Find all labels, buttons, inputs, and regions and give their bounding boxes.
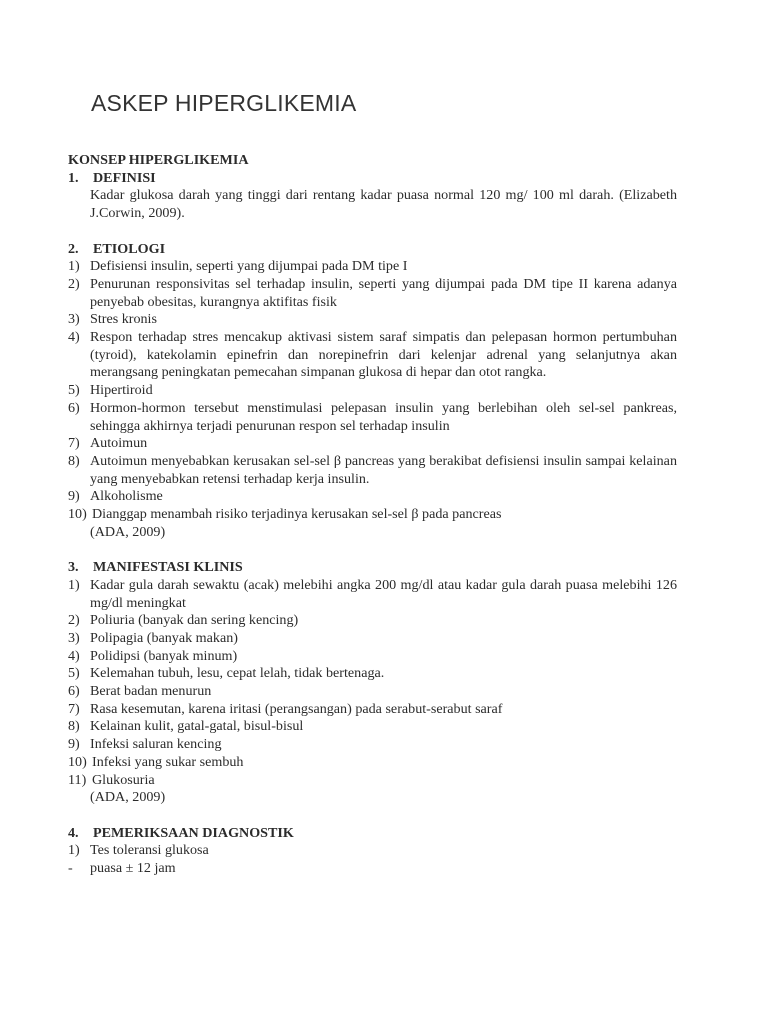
item-number: 2) xyxy=(68,275,80,292)
definisi-paragraph: Kadar glukosa darah yang tinggi dari rentang kadar puasa normal 120 mg/ 100 ml darah. (Elizabeth J.Corwin, 2009). xyxy=(90,187,677,222)
item-number: 6) xyxy=(68,399,80,416)
concept-heading: KONSEP HIPERGLIKEMIA xyxy=(68,152,249,168)
item-text: Polidipsi (banyak minum) xyxy=(90,647,238,664)
etiologi-citation: (ADA, 2009) xyxy=(90,523,166,540)
list-item xyxy=(68,276,677,311)
list-item xyxy=(68,435,677,453)
section-number: 2. xyxy=(68,240,79,257)
item-number: 8) xyxy=(68,718,80,735)
item-text: Tes toleransi glukosa xyxy=(90,842,209,859)
list-item xyxy=(68,701,677,719)
section-number: 3. xyxy=(68,559,79,576)
list-item xyxy=(68,683,677,701)
item-text: Infeksi yang sukar sembuh xyxy=(92,753,244,770)
list-item xyxy=(68,630,677,648)
item-number: 2) xyxy=(68,612,80,629)
page-title: ASKEP HIPERGLIKEMIA xyxy=(91,90,357,116)
item-text: Kadar gula darah sewaktu (acak) melebihi angka 200 mg/dl atau kadar gula darah puasa melebihi 126 mg/dl meningkat xyxy=(90,576,677,611)
etiologi-list xyxy=(68,258,677,524)
item-number: 5) xyxy=(68,665,80,682)
list-item xyxy=(68,612,677,630)
list-item xyxy=(68,665,677,683)
item-text: Defisiensi insulin, seperti yang dijumpai pada DM tipe I xyxy=(90,258,408,275)
item-text: Hipertiroid xyxy=(90,382,153,399)
list-item xyxy=(68,453,677,488)
section-heading-pemeriksaan xyxy=(68,825,677,843)
list-item xyxy=(68,400,677,435)
item-text: Glukosuria xyxy=(92,771,155,788)
list-item xyxy=(68,736,677,754)
item-number: 3) xyxy=(68,629,80,646)
list-item xyxy=(68,506,677,524)
item-number: 10) xyxy=(68,506,87,523)
item-text: Rasa kesemutan, karena iritasi (perangsangan) pada serabut-serabut saraf xyxy=(90,700,503,717)
list-item xyxy=(68,648,677,666)
list-item xyxy=(68,577,677,612)
item-text: Autoimun menyebabkan kerusakan sel-sel β pancreas yang berakibat defisiensi insulin sampai kelainan yang menyebabkan retensi terhadap kerja insulin. xyxy=(90,452,677,487)
list-item xyxy=(68,842,677,860)
item-number: 9) xyxy=(68,488,80,505)
list-item xyxy=(68,258,677,276)
item-text: Kelainan kulit, gatal-gatal, bisul-bisul xyxy=(90,718,304,735)
item-number: 4) xyxy=(68,647,80,664)
list-item xyxy=(68,718,677,736)
item-text: Poliuria (banyak dan sering kencing) xyxy=(90,612,299,629)
manifestasi-citation: (ADA, 2009) xyxy=(90,789,166,806)
item-text: Respon terhadap stres mencakup aktivasi sistem saraf simpatis dan pelepasan hormon pertumbuhan (tyroid), katekolamin epinefrin dan norepinefrin dari kelenjar adrenal yang selanjutnya akan merangsang peningkatan pemecahan simpanan glukosa di hepar dan otot rangka. xyxy=(90,329,677,381)
item-text: Berat badan menurun xyxy=(90,683,212,700)
section-title: MANIFESTASI KLINIS xyxy=(93,559,243,576)
item-number: 5) xyxy=(68,382,80,399)
item-number: 10) xyxy=(68,753,87,770)
item-number: 9) xyxy=(68,736,80,753)
section-heading-manifestasi xyxy=(68,559,677,577)
list-item xyxy=(68,860,677,878)
list-item xyxy=(68,382,677,400)
item-text: Hormon-hormon tersebut menstimulasi pelepasan insulin yang berlebihan oleh sel-sel pankreas, sehingga akhirnya terjadi penurunan respon sel terhadap insulin xyxy=(90,399,677,434)
item-number: 1) xyxy=(68,258,80,275)
item-number: 6) xyxy=(68,683,80,700)
item-number: 4) xyxy=(68,329,80,346)
section-heading-etiologi xyxy=(68,241,677,259)
item-number: 3) xyxy=(68,311,80,328)
item-bullet: - xyxy=(68,860,73,877)
document-body xyxy=(68,152,677,878)
section-title: DEFINISI xyxy=(93,169,156,186)
item-number: 7) xyxy=(68,435,80,452)
item-text: Polipagia (banyak makan) xyxy=(90,629,238,646)
list-item xyxy=(68,754,677,772)
manifestasi-list xyxy=(68,577,677,789)
list-item xyxy=(68,311,677,329)
pemeriksaan-list xyxy=(68,842,677,877)
item-number: 11) xyxy=(68,771,87,788)
section-number: 1. xyxy=(68,169,79,186)
item-text: Infeksi saluran kencing xyxy=(90,736,222,753)
item-text: Stres kronis xyxy=(90,311,157,328)
item-text: Alkoholisme xyxy=(90,488,163,505)
list-item xyxy=(68,772,677,790)
list-item xyxy=(68,488,677,506)
section-title: ETIOLOGI xyxy=(93,240,166,257)
item-text: Dianggap menambah risiko terjadinya kerusakan sel-sel β pada pancreas xyxy=(92,506,502,523)
section-number: 4. xyxy=(68,824,79,841)
item-text: Autoimun xyxy=(90,435,148,452)
item-number: 1) xyxy=(68,842,80,859)
item-number: 8) xyxy=(68,452,80,469)
item-number: 1) xyxy=(68,576,80,593)
item-text: Penurunan responsivitas sel terhadap insulin, seperti yang dijumpai pada DM tipe II karena adanya penyebab obesitas, kurangnya aktifitas fisik xyxy=(90,275,677,310)
item-text: Kelemahan tubuh, lesu, cepat lelah, tidak bertenaga. xyxy=(90,665,385,682)
item-number: 7) xyxy=(68,700,80,717)
section-heading-definisi xyxy=(68,170,677,188)
section-title: PEMERIKSAAN DIAGNOSTIK xyxy=(93,824,294,841)
list-item xyxy=(68,329,677,382)
item-text: puasa ± 12 jam xyxy=(90,860,176,877)
